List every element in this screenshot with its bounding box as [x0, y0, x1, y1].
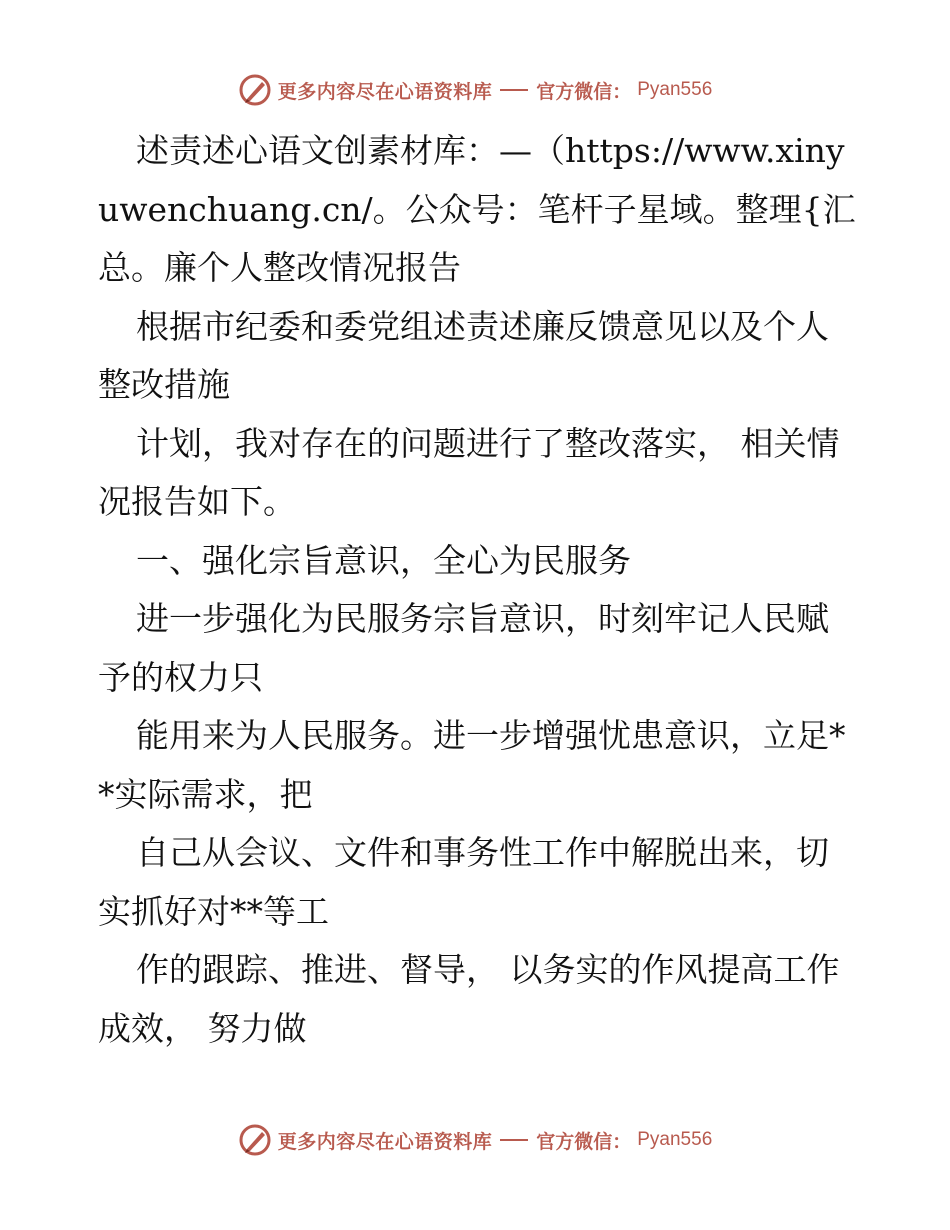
paragraph: 能用来为人民服务。进一步增强忧患意识，立足**实际需求，把	[98, 716, 846, 814]
banner-wechat-label: 官方微信：	[536, 1130, 632, 1153]
banner-wechat-label: 官方微信：	[536, 80, 632, 103]
banner-promo-text: 更多内容尽在心语资料库	[277, 80, 493, 103]
pen-logo-icon	[238, 1123, 272, 1157]
paragraph: 计划，我对存在的问题进行了整改落实， 相关情况报告如下。	[98, 423, 840, 521]
paragraph: 自己从会议、文件和事务性工作中解脱出来，切实抓好对**等工	[98, 833, 829, 931]
paragraph: 述责述心语文创素材库：—（https://www.xinyuwenchuang.cn/。公众号：笔杆子星域。整理{汇总。廉个人整改情况报告	[98, 131, 856, 287]
paragraph: 作的跟踪、推进、督导， 以务实的作风提高工作成效， 努力做	[98, 950, 840, 1048]
banner-promo-text: 更多内容尽在心语资料库	[277, 1130, 493, 1153]
section-heading: 一、强化宗旨意识，全心为民服务	[136, 540, 631, 580]
banner-wechat-id: Pyan556	[637, 1129, 713, 1150]
footer-banner	[0, 1118, 950, 1162]
banner-divider	[500, 89, 528, 91]
header-banner	[0, 68, 950, 112]
document-body	[98, 122, 858, 1058]
pen-logo-icon	[238, 73, 272, 107]
banner-divider	[500, 1139, 528, 1141]
banner-wechat-id: Pyan556	[637, 79, 713, 100]
paragraph: 根据市纪委和委党组述责述廉反馈意见以及个人整改措施	[98, 306, 829, 404]
paragraph: 进一步强化为民服务宗旨意识，时刻牢记人民赋予的权力只	[98, 599, 829, 697]
